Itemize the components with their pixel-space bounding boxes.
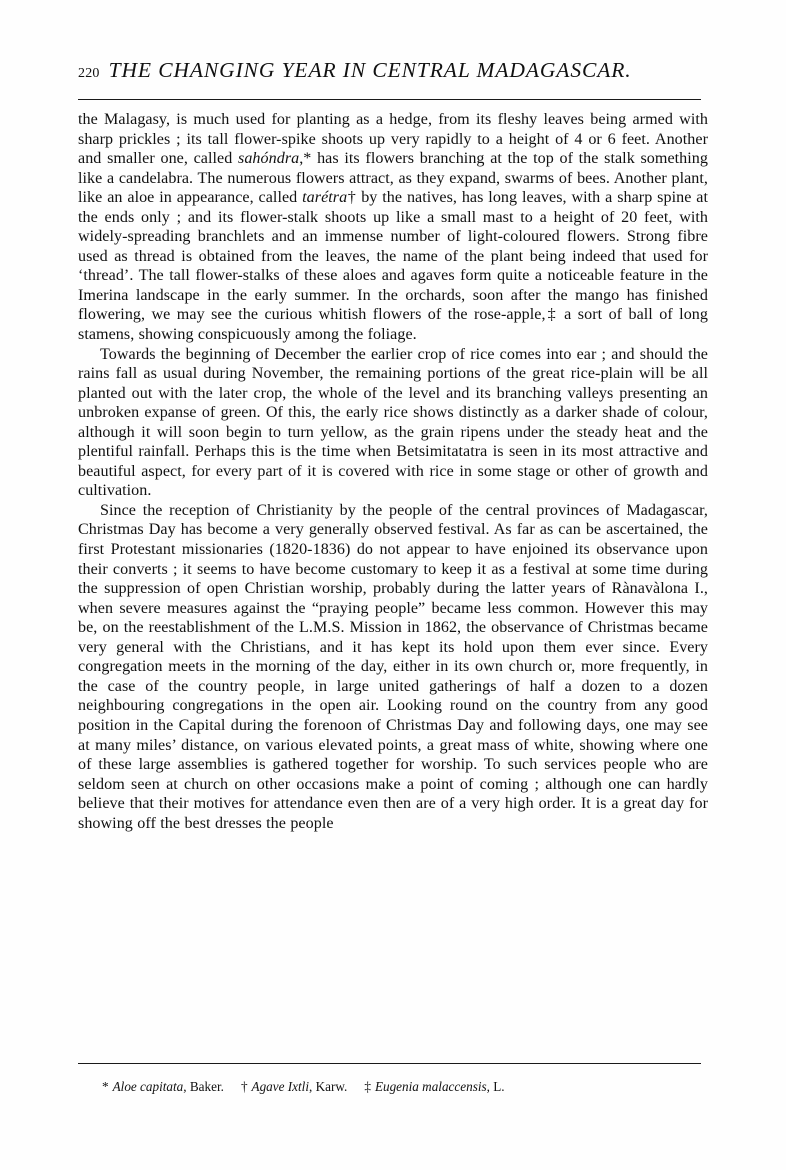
text-run: ,* has its flowers branching at the top of the stalk something like a candelabra. The numerous flowers attract, as they expand, swarms of bees. Another plant, like an aloe in appearance, called [78, 150, 708, 207]
footnote-entry [102, 1079, 224, 1094]
running-head [78, 58, 700, 88]
footnote-symbol: † [240, 1079, 248, 1094]
para-aloes-agaves [78, 110, 708, 345]
footnote-entry [241, 1079, 347, 1094]
footnote-symbol: ‡ [364, 1079, 371, 1094]
header-rule [78, 99, 701, 100]
footnote-rule [78, 1063, 701, 1064]
paragraph-list [78, 110, 708, 833]
text-run: Since the reception of Christianity by the people of the central provinces of Madagascar, Christmas Day has become a very generally observed festival. As far as can be ascertained, the first Protestant missionaries (1820-1836) do not appear to have enjoined its observance upon their converts ; it seems to have become customary to keep it as a festival at some time during the suppression of open Christian worship, probably during the latter years of Rànavàlona I., when severe measures against the “praying people” became less common. However this may be, on the reestablishment of the L.M.S. Mission in 1862, the observance of Christmas became very general with the Christians, and it has kept its hold upon them ever since. Every congregation meets in the morning of the day, either in its own church or, more frequently, in the case of the country people, in large united gatherings of half a dozen to a dozen neighbouring congregations in the open air. Looking round on the country from any good position in the Capital during the forenoon of Christmas Day and following days, one may see at many miles’ distance, on various elevated points, a great mass of white, showing where one of these large assemblies is gathered together for worship. To such services people who are seldom seen at church on other occasions make a point of coming ; although one can hardly believe that their motives for attendance even then are of a very high order. It is a great day for showing off the best dresses the people [78, 501, 708, 832]
footnote-row [102, 1079, 522, 1094]
footnote-authority: , Baker. [183, 1079, 224, 1094]
footnote-authority: , Karw. [309, 1079, 348, 1094]
footnote-species-name: Eugenia malaccensis [374, 1079, 487, 1094]
footnote-entry [364, 1079, 504, 1094]
footnote-symbol: * [102, 1079, 109, 1094]
italic-term: tarétra [302, 189, 348, 207]
footnote-species-name: Agave Ixtli [251, 1079, 310, 1094]
body-text-block [78, 110, 708, 833]
running-head-title: THE CHANGING YEAR IN CENTRAL MADAGASCAR. [108, 58, 632, 82]
text-run: the Malagasy, is much used for planting as a hedge, from its fleshy leaves being armed with sharp prickles ; its tall flower-spike shoots up very rapidly to a height of 4 or 6 feet. Another and smaller one, called [78, 111, 708, 168]
page-number: 220 [78, 66, 100, 81]
text-run: Towards the beginning of December the earlier crop of rice comes into ear ; and should the rains fall as usual during November, the remaining portions of the great rice-plain will be all planted out with the later crop, the whole of the level and its branching valleys presenting an unbroken expanse of green. Of this, the early rice shows distinctly as a darker shade of colour, although it will soon begin to turn yellow, as the grain ripens under the steady heat and the plentiful rainfall. Perhaps this is the time when Betsimitatatra is seen in its most attractive and beautiful aspect, for every part of it is covered with rice in some stage or other of growth and cultivation. [78, 345, 708, 500]
italic-term: sahóndra [238, 150, 300, 168]
footnote-block [78, 1078, 708, 1095]
footnote-authority: , L. [486, 1079, 505, 1094]
text-run: † by the natives, has long leaves, with a sharp spine at the ends only ; and its flower-stalk shoots up like a small mast to a height of 20 feet, with widely-spreading branchlets and an immense number of light-coloured flowers. Strong fibre used as thread is obtained from the leaves, the name of the plant being indeed that used for ‘thread’. The tall flower-stalks of these aloes and agaves form quite a noticeable feature in the Imerina landscape in the early summer. In the orchards, soon after the mango has finished flowering, we may see the curious whitish flowers of the rose-apple,‡ a sort of ball of long stamens, showing conspicuously among the foliage. [78, 189, 708, 344]
para-christmas [78, 501, 708, 833]
para-rice-crop [78, 345, 708, 501]
footnote-species-name: Aloe capitata [112, 1079, 184, 1094]
